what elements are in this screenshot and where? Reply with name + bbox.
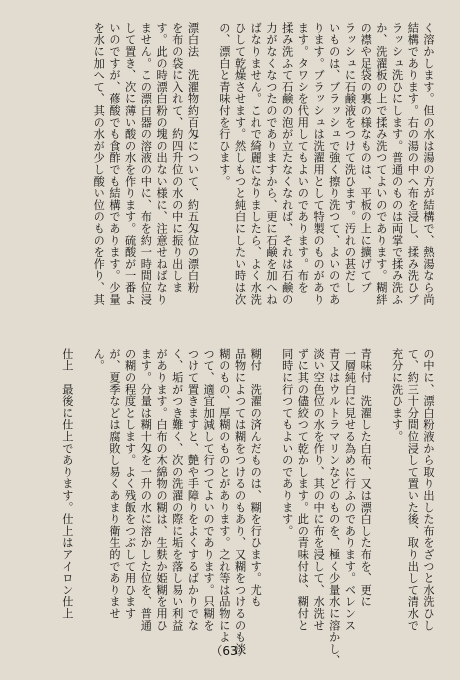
- upper-text-block: く溶かします。但の水は湯の方が結構で、熱湯なら尚 結構であります。右の湯の中へ布を浸し、揉み洗ひブ ラッシュ洗ひにします。普通のものは両掌で揉み洗ふ か、洗濯板の上で揉み洗つてよいのであります。糊絆 の襟や足袋の裏の様なものは、平板の上に擴げてブ ラッシュに石鹸液をつけて洗ひます。汚れの甚だし いものは、ブラッシュで強く擦り洗つて、よいのであ ります。ブラッシュは洗濯用として特製のものがあり ます。タワシを代用してもよいのであります。布を 揉み洗ふて石鹸の泡が立たなくなれば、それは石鹸の 力がなくなつたのでありますから、更に石鹸を加へね ばなりません。これで綺麗になりましたら、よく水洗 ひして乾燥させます。然しもつと純白にしたい時は次 の、漂白と青味付を行ひます。 漂白法 洗濯物約百匁について、約五匁位の漂白粉 を布の袋に入れて、約四升位の水の中に振り出しま す。此の時漂白粉の塊の出ない様に、注意せねばなり ません。この漂白器の溶液の中に、布を約一時間位浸 して置き、次に薄い酸の水を作ります。硫酸が一番よ いのですが、蓚酸でも食酢でも結構であります。少量 を水に加へて、其の水が少し酸い位のものを作り、其: [92, 22, 435, 306]
- lower-text-block: の中に、漂白粉液から取り出した布をざつと水洗ひし て、約三十分間位浸して置いた後、取り出して清水で 充分に洗ひます。 青味付 洗濯した白布、又は漂白した布を、更に 一層純白に見せる為めに行ふのであります。ベレンス 青又はウルトラマリンなどのものを、極く少量水に溶かし、 淡い空色位の水を作り、其の中に布を浸して、水洗せ ずに其の儘絞つて乾かします。此の青味付は、糊付と 同時に行つてもよいのであります。 糊付 洗濯の済んだものは、糊を行ひます。尤も 品物によつては糊をつけるのもあり、又糊をつけるのも淡 糊のもの、厚糊のものとがあります。之れ等は品物によ つて、適宜加減して行つてよいのであります。只糊を つけて置きますと、艶や手障りをよくするばかりでな く、垢がつき難く、次の洗濯の際に垢を落し易い利益 があります。白布の木綿物の糊は、生麩か姫糊を用ひ ます。分量は糊十匁を一升の水に溶かした位を、普通 の糊の程度とします。よく残飯をつぶして用ひます が、夏季などは腐敗し易くあまり衛生的でありませ ん。 仕上 最後に仕上であります。仕上はアイロン仕上: [60, 348, 435, 667]
- page-number: （63）: [210, 644, 250, 658]
